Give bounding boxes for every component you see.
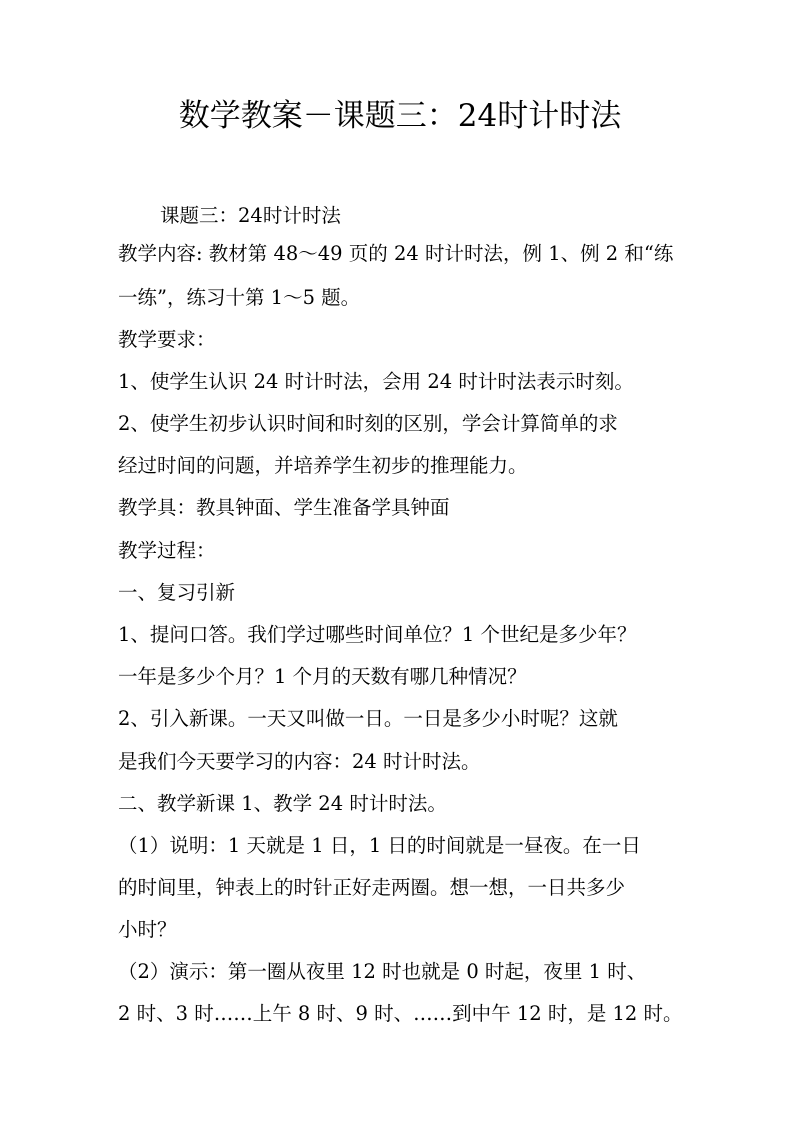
topic-line: 课题三：24时计时法 bbox=[160, 204, 341, 227]
heading-process: 教学过程： bbox=[118, 539, 216, 562]
paragraph-line: 1、提问口答。我们学过哪些时间单位？1 个世纪是多少年？ bbox=[118, 623, 637, 646]
paragraph-line: 2 时、3 时……上午 8 时、9 时、……到中午 12 时，是 12 时。 bbox=[118, 1002, 683, 1025]
paragraph-line: （1）说明：1 天就是 1 日，1 日的时间就是一昼夜。在一日 bbox=[118, 834, 641, 857]
teaching-tools: 教学具：教具钟面、学生准备学具钟面 bbox=[118, 496, 450, 519]
requirement-item: 2、使学生初步认识时间和时刻的区别，学会计算简单的求 bbox=[118, 412, 618, 435]
paragraph-line: （2）演示：第一圈从夜里 12 时也就是 0 时起，夜里 1 时、 bbox=[118, 960, 647, 983]
content-line: 教学内容: 教材第 48～49 页的 24 时计时法，例 1、例 2 和“练 bbox=[118, 242, 674, 265]
paragraph-line: 小时？ bbox=[118, 918, 177, 941]
section-heading: 一、复习引新 bbox=[118, 581, 236, 604]
requirement-item: 1、使学生认识 24 时计时法，会用 24 时计时法表示时刻。 bbox=[118, 370, 634, 393]
paragraph-line: 2、引入新课。一天又叫做一日。一日是多少小时呢？这就 bbox=[118, 707, 618, 730]
paragraph-line: 是我们今天要学习的内容：24 时计时法。 bbox=[118, 750, 481, 773]
heading-requirements: 教学要求： bbox=[118, 328, 216, 351]
document-title: 数学教案－课题三：24时计时法 bbox=[178, 98, 622, 134]
paragraph-line: 的时间里，钟表上的时针正好走两圈。想一想，一日共多少 bbox=[118, 876, 626, 899]
section-heading: 二、教学新课 1、教学 24 时计时法。 bbox=[118, 792, 447, 815]
paragraph-line: 一年是多少个月？1 个月的天数有哪几种情况？ bbox=[118, 665, 527, 688]
content-line: 一练”，练习十第 1～5 题。 bbox=[118, 286, 361, 309]
requirement-item: 经过时间的问题，并培养学生初步的推理能力。 bbox=[118, 454, 528, 477]
